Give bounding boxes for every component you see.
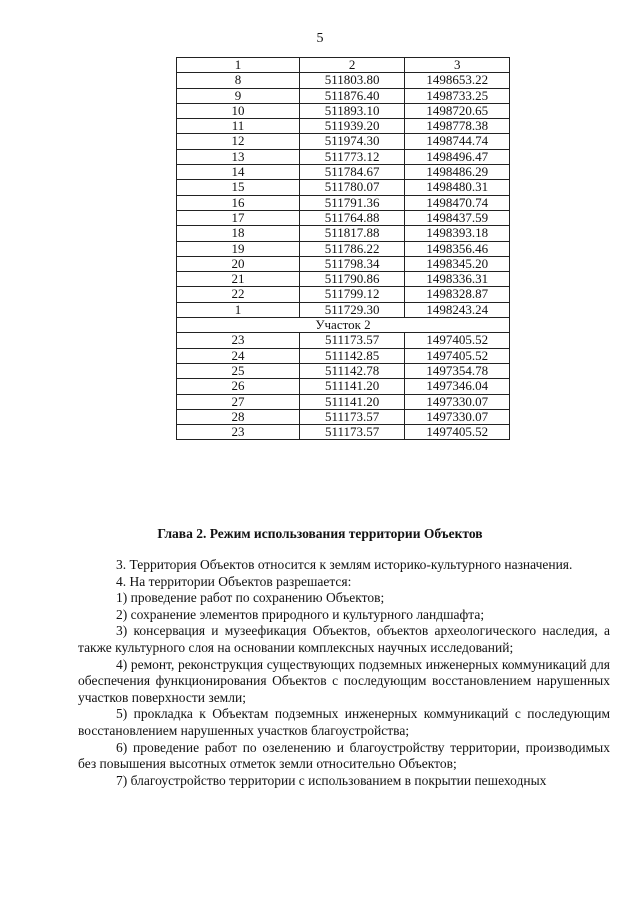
y-coordinate-cell: 1498243.24: [405, 302, 510, 317]
x-coordinate-cell: 511786.22: [299, 241, 405, 256]
table-row: [177, 379, 510, 394]
point-number-cell: 17: [177, 210, 300, 225]
y-coordinate-cell: 1498486.29: [405, 165, 510, 180]
page-number: 5: [316, 31, 324, 46]
x-coordinate-cell: 511817.88: [299, 226, 405, 241]
x-coordinate-cell: 511173.57: [299, 409, 405, 424]
point-number-cell: 12: [177, 134, 300, 149]
table-row: [177, 180, 510, 195]
x-coordinate-cell: 2: [299, 58, 405, 73]
x-coordinate-cell: 511784.67: [299, 165, 405, 180]
table-row: [177, 134, 510, 149]
table-header-row: [177, 58, 510, 73]
chapter-body: [78, 557, 610, 789]
x-coordinate-cell: 511791.36: [299, 195, 405, 210]
table-row: [177, 149, 510, 164]
y-coordinate-cell: 1498345.20: [405, 256, 510, 271]
x-coordinate-cell: 511893.10: [299, 103, 405, 118]
point-number-cell: 28: [177, 409, 300, 424]
x-coordinate-cell: 511142.78: [299, 363, 405, 378]
table-row: [177, 226, 510, 241]
table-row: [177, 302, 510, 317]
point-number-cell: 13: [177, 149, 300, 164]
y-coordinate-cell: 1497330.07: [405, 394, 510, 409]
x-coordinate-cell: 511773.12: [299, 149, 405, 164]
table-row: [177, 272, 510, 287]
y-coordinate-cell: 1497405.52: [405, 333, 510, 348]
point-number-cell: 23: [177, 425, 300, 440]
table-row: [177, 103, 510, 118]
table-row: [177, 210, 510, 225]
y-coordinate-cell: 1497346.04: [405, 379, 510, 394]
point-number-cell: 19: [177, 241, 300, 256]
y-coordinate-cell: 1498336.31: [405, 272, 510, 287]
x-coordinate-cell: 511764.88: [299, 210, 405, 225]
y-coordinate-cell: 1497405.52: [405, 348, 510, 363]
table-row: [177, 195, 510, 210]
x-coordinate-cell: 511729.30: [299, 302, 405, 317]
paragraph: 6) проведение работ по озеленению и благоустройству территории, производимых без повышения высотных отметок земли относительно Объектов;: [78, 739, 610, 772]
table-row: [177, 241, 510, 256]
x-coordinate-cell: 511974.30: [299, 134, 405, 149]
y-coordinate-cell: 1498778.38: [405, 119, 510, 134]
y-coordinate-cell: 1498393.18: [405, 226, 510, 241]
x-coordinate-cell: 511939.20: [299, 119, 405, 134]
x-coordinate-cell: 511790.86: [299, 272, 405, 287]
y-coordinate-cell: 1497354.78: [405, 363, 510, 378]
y-coordinate-cell: 1498653.22: [405, 73, 510, 88]
y-coordinate-cell: 1498437.59: [405, 210, 510, 225]
x-coordinate-cell: 511141.20: [299, 394, 405, 409]
table-row: [177, 333, 510, 348]
paragraph: 1) проведение работ по сохранению Объектов;: [116, 590, 385, 606]
point-number-cell: 18: [177, 226, 300, 241]
y-coordinate-cell: 1498328.87: [405, 287, 510, 302]
point-number-cell: 25: [177, 363, 300, 378]
point-number-cell: 16: [177, 195, 300, 210]
x-coordinate-cell: 511141.20: [299, 379, 405, 394]
table-row: [177, 409, 510, 424]
x-coordinate-cell: 511142.85: [299, 348, 405, 363]
table-row: [177, 363, 510, 378]
paragraph: 7) благоустройство территории с использованием в покрытии пешеходных: [116, 772, 547, 788]
table-row: [177, 348, 510, 363]
point-number-cell: 11: [177, 119, 300, 134]
point-number-cell: 10: [177, 103, 300, 118]
point-number-cell: 8: [177, 73, 300, 88]
x-coordinate-cell: 511803.80: [299, 73, 405, 88]
chapter-title: Глава 2. Режим использования территории Объектов: [157, 526, 483, 541]
point-number-cell: 14: [177, 165, 300, 180]
x-coordinate-cell: 511798.34: [299, 256, 405, 271]
point-number-cell: 1: [177, 302, 300, 317]
x-coordinate-cell: 511173.57: [299, 333, 405, 348]
table-row: [177, 165, 510, 180]
point-number-cell: 26: [177, 379, 300, 394]
table-row: [177, 287, 510, 302]
paragraph: 4) ремонт, реконструкция существующих подземных инженерных коммуникаций для обеспечения функционирования Объектов с последующим восстановлением нарушенных участков поверхности земли;: [78, 656, 610, 705]
paragraph: 2) сохранение элементов природного и культурного ландшафта;: [116, 606, 485, 622]
paragraph: 3) консервация и музеефикация Объектов, объектов археологического наследия, а также культурного слоя на основании комплексных научных исследований;: [78, 623, 610, 655]
point-number-cell: 23: [177, 333, 300, 348]
point-number-cell: 20: [177, 256, 300, 271]
table-row: [177, 425, 510, 440]
y-coordinate-cell: 1498480.31: [405, 180, 510, 195]
point-number-cell: 21: [177, 272, 300, 287]
table-row: [177, 119, 510, 134]
y-coordinate-cell: 1498356.46: [405, 241, 510, 256]
table-row: [177, 88, 510, 103]
y-coordinate-cell: 1498496.47: [405, 149, 510, 164]
x-coordinate-cell: 511173.57: [299, 425, 405, 440]
x-coordinate-cell: 511876.40: [299, 88, 405, 103]
x-coordinate-cell: 511780.07: [299, 180, 405, 195]
point-number-cell: 24: [177, 348, 300, 363]
y-coordinate-cell: 1498733.25: [405, 88, 510, 103]
y-coordinate-cell: 1498744.74: [405, 134, 510, 149]
table-row: [177, 73, 510, 88]
point-number-cell: 1: [177, 58, 300, 73]
point-number-cell: 15: [177, 180, 300, 195]
coordinates-table-body: [177, 58, 510, 440]
table-row: [177, 394, 510, 409]
x-coordinate-cell: 511799.12: [299, 287, 405, 302]
y-coordinate-cell: 1497330.07: [405, 409, 510, 424]
y-coordinate-cell: 3: [405, 58, 510, 73]
coordinates-table: [176, 57, 510, 440]
table-section-row: [177, 318, 510, 333]
paragraph: 5) прокладка к Объектам подземных инженерных коммуникаций с последующим восстановлением нарушенных участков благоустройства;: [78, 706, 610, 738]
y-coordinate-cell: 1498720.65: [405, 103, 510, 118]
table-row: [177, 256, 510, 271]
point-number-cell: 9: [177, 88, 300, 103]
y-coordinate-cell: 1497405.52: [405, 425, 510, 440]
y-coordinate-cell: 1498470.74: [405, 195, 510, 210]
section-label: Участок 2: [177, 318, 510, 333]
paragraph: 4. На территории Объектов разрешается:: [116, 573, 352, 589]
paragraph: 3. Территория Объектов относится к землям историко-культурного назначения.: [116, 557, 573, 572]
point-number-cell: 27: [177, 394, 300, 409]
point-number-cell: 22: [177, 287, 300, 302]
